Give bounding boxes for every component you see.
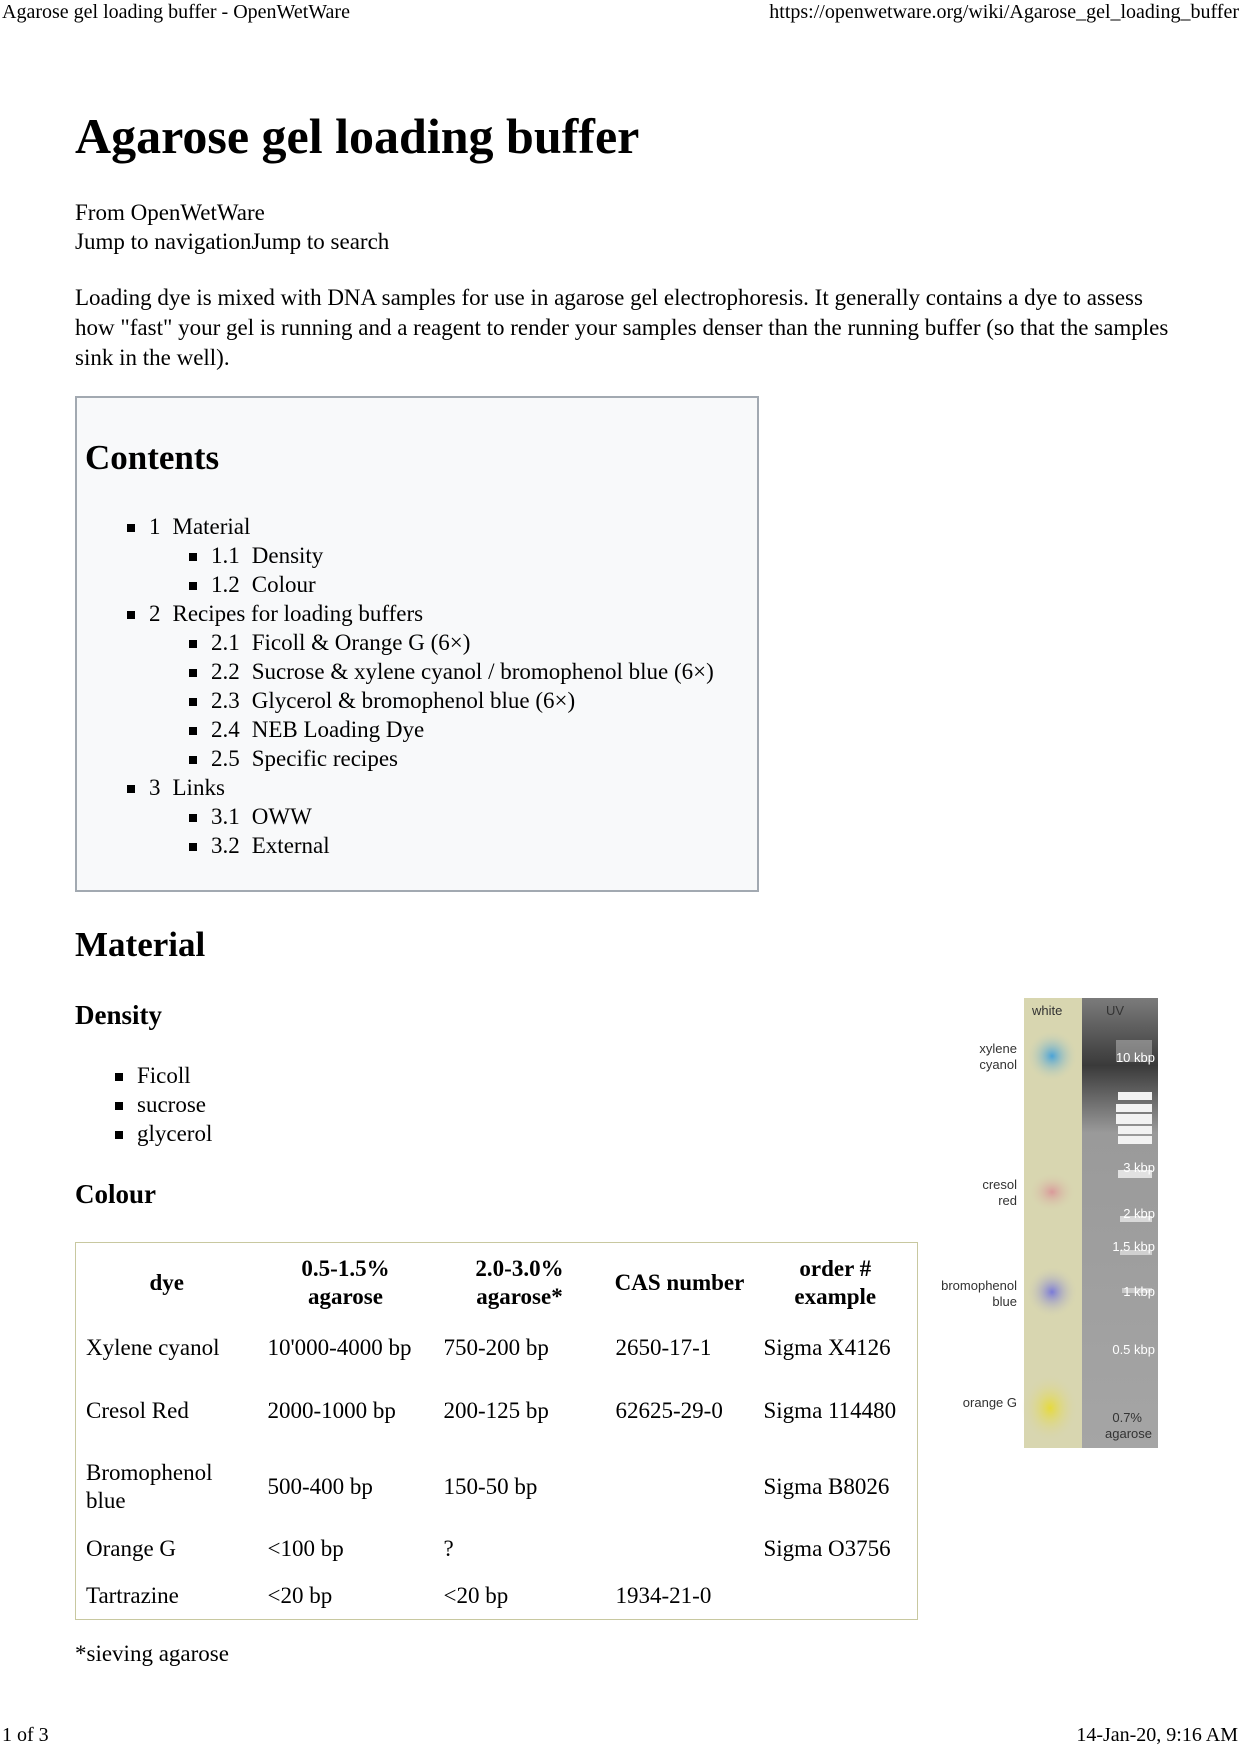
table-row: [76, 1373, 918, 1449]
column-header: dye: [149, 1270, 184, 1295]
table-cell: <20 bp: [267, 1583, 333, 1608]
toc-label: OWW: [251, 804, 312, 829]
toc-number: 3.2: [211, 833, 240, 858]
page-count: 1 of 3: [2, 1724, 49, 1746]
toc-label: Links: [172, 775, 225, 800]
section-heading-material: Material: [75, 925, 206, 964]
toc-label: Material: [172, 514, 251, 539]
table-row: [76, 1573, 918, 1620]
table-of-contents: [75, 396, 759, 892]
xylene-cyanol-band: [1026, 1030, 1078, 1082]
table-cell: 2650-17-1: [615, 1335, 712, 1360]
toc-item[interactable]: [77, 512, 757, 541]
list-item: glycerol: [75, 1119, 212, 1148]
table-cell: Sigma B8026: [763, 1474, 890, 1499]
table-cell: <100 bp: [267, 1536, 344, 1561]
toc-label: NEB Loading Dye: [251, 717, 425, 742]
table-footnote: *sieving agarose: [75, 1641, 229, 1666]
toc-item[interactable]: [77, 541, 757, 570]
toc-number: 3.1: [211, 804, 240, 829]
bromophenol-blue-band: [1026, 1266, 1078, 1318]
column-header: 0.5-1.5% agarose: [301, 1256, 390, 1309]
table-cell: [754, 1573, 918, 1620]
list-item: Ficoll: [75, 1061, 212, 1090]
table-cell: 750-200 bp: [443, 1335, 549, 1360]
table-cell: [606, 1449, 754, 1525]
toc-number: 2.3: [211, 688, 240, 713]
toc-number: 2.2: [211, 659, 240, 684]
size-label: 10 kbp: [1115, 1050, 1155, 1065]
column-header: CAS number: [614, 1270, 745, 1295]
toc-item[interactable]: [77, 831, 757, 860]
table-row: [76, 1525, 918, 1573]
list-item: sucrose: [75, 1090, 212, 1119]
toc-number: 1.2: [211, 572, 240, 597]
toc-number: 2: [149, 601, 161, 626]
size-label: 1.5 kbp: [1112, 1239, 1155, 1254]
size-label: 3 kbp: [1123, 1160, 1155, 1175]
subsection-heading-density: Density: [75, 1000, 162, 1030]
orange-g-band: [1022, 1374, 1078, 1442]
table-row: [76, 1449, 918, 1525]
table-cell: Bromophenol blue: [86, 1460, 213, 1513]
toc-label: External: [251, 833, 330, 858]
page-title: Agarose gel loading buffer: [75, 108, 640, 164]
toc-label: Recipes for loading buffers: [172, 601, 424, 626]
table-cell: 62625-29-0: [615, 1398, 723, 1423]
toc-number: 2.4: [211, 717, 240, 742]
toc-item[interactable]: [77, 715, 757, 744]
toc-item[interactable]: [77, 744, 757, 773]
dye-label-orange: orange G: [962, 1395, 1017, 1410]
density-list: [75, 1061, 212, 1148]
dye-label-cresol: cresol red: [982, 1177, 1017, 1208]
toc-label: Sucrose & xylene cyanol / bromophenol blue (6×): [251, 659, 714, 684]
print-header-url[interactable]: https://openwetware.org/wiki/Agarose_gel_loading_buffer: [769, 1, 1239, 23]
uv-lane: [1082, 998, 1158, 1448]
column-header: order # example: [794, 1256, 877, 1309]
table-cell: [606, 1525, 754, 1573]
toc-label: Density: [251, 543, 324, 568]
toc-number: 3: [149, 775, 161, 800]
toc-number: 2.1: [211, 630, 240, 655]
toc-label: Glycerol & bromophenol blue (6×): [251, 688, 576, 713]
toc-item[interactable]: [77, 802, 757, 831]
dye-table: [75, 1242, 918, 1620]
table-cell: Sigma X4126: [763, 1335, 891, 1360]
toc-number: 1: [149, 514, 161, 539]
size-label: 2 kbp: [1123, 1206, 1155, 1221]
lane-label-white: white: [1032, 1003, 1063, 1018]
table-cell: 10'000-4000 bp: [267, 1335, 412, 1360]
table-cell: <20 bp: [443, 1583, 509, 1608]
column-header: 2.0-3.0% agarose*: [475, 1256, 564, 1309]
table-header-row: [76, 1243, 918, 1324]
size-label: 0.5 kbp: [1112, 1342, 1155, 1357]
toc-item[interactable]: [77, 599, 757, 628]
toc-label: Specific recipes: [251, 746, 398, 771]
table-cell: Sigma O3756: [763, 1536, 891, 1561]
print-header-title: Agarose gel loading buffer - OpenWetWare: [2, 1, 350, 23]
table-cell: 200-125 bp: [443, 1398, 549, 1423]
table-cell: 150-50 bp: [443, 1474, 538, 1499]
toc-label: Ficoll & Orange G (6×): [251, 630, 471, 655]
gel-note: 0.7% agarose: [1105, 1410, 1152, 1441]
toc-item[interactable]: [77, 628, 757, 657]
dye-label-xylene: xylene cyanol: [979, 1041, 1017, 1072]
table-cell: 500-400 bp: [267, 1474, 373, 1499]
toc-list: [77, 512, 757, 860]
table-row: [76, 1323, 918, 1373]
table-cell: Xylene cyanol: [86, 1335, 220, 1360]
jump-links[interactable]: Jump to navigationJump to search: [75, 229, 390, 254]
site-sub: From OpenWetWare: [75, 200, 265, 225]
table-cell: Cresol Red: [86, 1398, 189, 1423]
toc-label: Colour: [251, 572, 316, 597]
toc-item[interactable]: [77, 570, 757, 599]
subsection-heading-colour: Colour: [75, 1179, 156, 1209]
print-timestamp: 14-Jan-20, 9:16 AM: [1076, 1724, 1238, 1746]
toc-item[interactable]: [77, 686, 757, 715]
table-cell: Sigma 114480: [763, 1398, 897, 1423]
table-cell: 1934-21-0: [615, 1583, 712, 1608]
toc-item[interactable]: [77, 773, 757, 802]
toc-title: Contents: [85, 438, 220, 477]
toc-number: 1.1: [211, 543, 240, 568]
size-label: 1 kbp: [1123, 1284, 1155, 1299]
intro-paragraph: Loading dye is mixed with DNA samples for use in agarose gel electrophoresis. It generally contains a dye to assess how "fast" your gel is running and a reagent to render your samples denser than the running buffer (so that the samples sink in the well).: [75, 285, 1169, 370]
toc-item[interactable]: [77, 657, 757, 686]
print-footer: [0, 1724, 1241, 1754]
cresol-red-band: [1028, 1172, 1076, 1212]
table-cell: Tartrazine: [86, 1583, 179, 1608]
lane-label-uv: UV: [1106, 1003, 1125, 1018]
toc-number: 2.5: [211, 746, 240, 771]
print-header: [0, 0, 1241, 28]
table-cell: ?: [443, 1536, 454, 1561]
table-cell: 2000-1000 bp: [267, 1398, 396, 1423]
dye-label-bromophenol: bromophenol blue: [941, 1278, 1017, 1309]
gel-illustration: [920, 996, 1160, 1448]
gel-image[interactable]: [920, 996, 1160, 1448]
table-cell: Orange G: [86, 1536, 177, 1561]
